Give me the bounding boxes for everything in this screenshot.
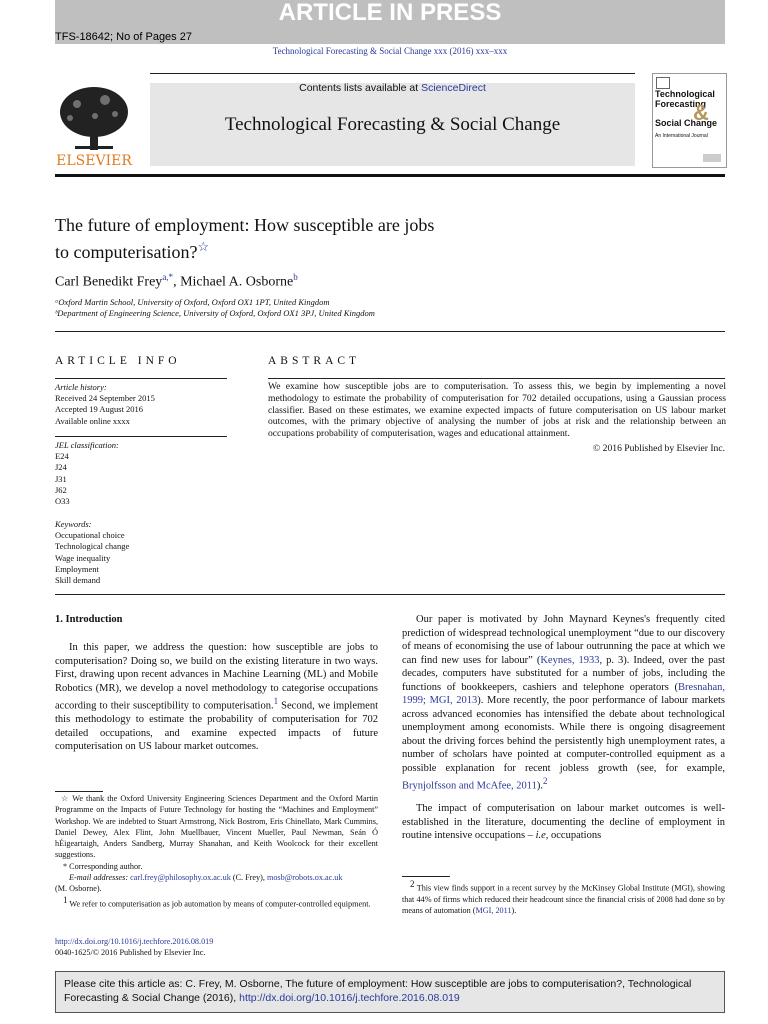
footnote-ref[interactable]: 1 [273,696,279,706]
cover-ampersand: & [693,100,709,125]
corresponding-mark: * [63,861,68,871]
history-item: Accepted 19 August 2016 [55,404,144,415]
keyword: Occupational choice [55,530,125,541]
cover-title-line: Social Change [655,118,718,128]
footnote-mark: 2 [410,879,415,889]
email-owner: (C. Frey), [230,873,267,883]
jel-code: J24 [55,462,67,473]
cover-title-line: Forecasting [655,99,707,109]
paragraph-text: i.e, [535,830,549,841]
jel-code: O33 [55,496,70,507]
footnote-corresponding: Corresponding author. [69,861,143,871]
affiliation-b: ᵇDepartment of Engineering Science, University of Oxford, Oxford OX1 3PJ, United Kingdom [55,308,375,318]
article-id: TFS-18642; No of Pages 27 [55,31,192,43]
email-label: E-mail addresses: [69,873,129,883]
footnote-1: We refer to computerisation as job automation by means of computer-controlled equipment. [69,899,371,909]
publisher-name: ELSEVIER [56,153,132,168]
email-link[interactable]: mosb@robots.ox.ac.uk [266,873,343,883]
keyword: Employment [55,563,99,574]
author-affiliation-marks[interactable]: b [293,272,298,282]
jel-code: E24 [55,451,69,462]
footnote-2 [402,879,725,917]
jel-label: JEL classification: [55,440,119,450]
contents-prefix: Contents lists available at [299,82,422,94]
cite-doi-link[interactable]: http://dx.doi.org/10.1016/j.techfore.2016.08.019 [239,992,460,1004]
paragraph-text: Second, we implement this methodology to estimate the probability of computerisation for 702 detailed occupations, and examine expected impacts of future computerisation on US labour market outcomes. [55,700,379,752]
jel-code: J62 [55,484,67,495]
footnote-acknowledgement: We thank the Oxford University Engineering Sciences Department and the Oxford Martin Programme on the Impacts of Future Technology for hosting the “Machines and Employment” Workshop. We are indebted to Stuart Armstrong, Nick Bostrom, Eris Chinellato, Mark Cummins, Daniel Dewey, Alex Flint, John Muellbauer, Vincent Mueller, Paul Newman, Seán Ó hÉigeartaigh, Anders Sandberg, Murray Shanahan, and Keith Woolcock for their excellent suggestions. [55,794,379,860]
footnote-mark: 1 [63,894,68,905]
header-thick-rule [55,174,725,177]
paragraph-text: Our paper is motivated by John Maynard Keynes's frequently cited prediction of widespread technological unemployment “due to our discovery of means of economising the use of labour outrunning the pace at which we can find new uses for labour” ( [402,614,725,666]
issn-line: 0040-1625/© 2016 Published by Elsevier Inc. [55,948,206,958]
paragraph-text: , p. 3). Indeed, over the past decades, computers have substituted for a number of jobs, including the functions of bookkeepers, cashiers and telephone operators ( [402,654,725,693]
author-name: Carl Benedikt Frey [55,274,163,290]
footnote-rule [55,791,103,792]
footnote-ref[interactable]: 2 [543,776,548,786]
footnote-text: This view finds support in a recent survey by the McKinsey Global Institute (MGI), showing that 44% of firms which reduced their headcount since the financial crisis of 2008 had done so by means of automation ( [402,883,725,916]
paragraph-text: occupations [548,830,602,841]
abstract-heading: ABSTRACT [268,355,361,367]
sciencedirect-link[interactable]: ScienceDirect [421,82,486,94]
history-item: Available online xxxx [55,415,130,426]
article-title-line: to computerisation? [55,242,198,262]
cover-mark-icon [703,154,721,162]
article-history [55,382,230,427]
jel-code: J31 [55,473,67,484]
jel-classification [55,440,230,507]
section-rule [55,331,725,332]
affiliation-a: ᵃOxford Martin School, University of Oxford, Oxford OX1 1PT, United Kingdom [55,297,330,307]
author-name: Michael A. Osborne [180,274,294,290]
info-rule [55,378,227,379]
title-footnote-star-icon[interactable]: ☆ [197,239,210,254]
info-rule [55,436,227,437]
citation-link[interactable]: Bresnahan, 1999; MGI, 2013 [402,681,725,706]
doi-link[interactable]: http://dx.doi.org/10.1016/j.techfore.2016.08.019 [55,937,214,946]
doi-block [55,936,213,959]
keyword: Wage inequality [55,552,111,563]
intro-paragraph-2 [402,613,725,793]
keywords [55,519,230,586]
author-affiliation-marks[interactable]: a,* [162,272,174,282]
citation-link[interactable]: Keynes, 1933 [540,654,600,666]
footnote-text: ). [511,906,517,916]
abstract-rule [268,378,725,379]
intro-paragraph-3 [402,802,725,843]
cite-this-article-box [55,971,725,1013]
citation-link[interactable]: MGI, 2011 [475,906,512,916]
copyright-line: © 2016 Published by Elsevier Inc. [593,443,725,454]
author-list [55,272,298,291]
journal-citation-line[interactable]: Technological Forecasting & Social Change xxx (2016) xxx–xxx [272,46,508,56]
keyword: Skill demand [55,575,101,586]
keywords-label: Keywords: [55,519,92,529]
intro-heading: 1. Introduction [55,614,123,625]
abstract-text: We examine how susceptible jobs are to computerisation. To assess this, we begin by implementing a novel methodology to estimate the probability of computerisation for 702 detailed occupations, using a Gaussian process classifier. Based on these estimates, we examine expected impacts of future computerisation on US labour market outcomes, with the primary objective of analysing the number of jobs at risk and the relationship between an occupations probability of computerisation, wages and educational attainment. [268,381,726,440]
email-link[interactable]: carl.frey@philosophy.ox.ac.uk [130,873,231,883]
paragraph-text: ). [536,780,544,792]
cite-sentence: Please cite this article as: C. Frey, M. Osborne, The future of employment: How susceptible are jobs to computerisation?, Technological Forecasting & Social Change (2016), [64,978,692,1004]
article-in-press-label: ARTICLE IN PRESS [278,0,502,26]
section-rule [55,594,725,595]
article-title [55,214,525,263]
history-label: Article history: [55,382,107,392]
cover-subtitle: An International Journal [655,133,708,139]
header-rule [150,73,635,74]
journal-title: Technological Forecasting & Social Change [224,114,561,135]
email-owner: (M. Osborne). [55,884,102,894]
intro-paragraph-1 [55,641,378,754]
article-info-heading: ARTICLE INFO [55,355,181,367]
paragraph-text: The impact of computerisation on labour market outcomes is well-established in the literature, documenting the decline of employment in routine intensive occupations – [402,803,725,841]
footnotes-left [55,793,378,910]
journal-cover-image [652,73,727,168]
cover-title-line: Technological [655,89,715,99]
contents-available-line [150,82,635,94]
cite-text [64,977,719,1005]
paragraph-text: ). More recently, the poor performance of labour markets across advanced economies has intensified the debate about technological unemployment among economists. While there is ongoing disagreement about the driving forces behind the persistently high unemployment rates, a number of scholars have pointed at computer-controlled equipment as a possible explanation for recent jobless growth (see, for example, [402,695,725,774]
star-footnote-icon: ☆ [61,794,70,803]
paragraph-text: In this paper, we address the question: how susceptible are jobs to computerisation? Doing so, we build on the existing literature in two ways. First, drawing upon recent advances in Machine Learning (ML) and Mobile Robotics (MR), we develop a novel methodology to categorise occupations according to their susceptibility to computerisation. [55,642,378,712]
elsevier-tree-icon [55,84,133,168]
keyword: Technological change [55,541,130,552]
history-item: Received 24 September 2015 [55,393,155,404]
citation-link[interactable]: Brynjolfsson and McAfee, 2011 [402,780,537,792]
cover-logo-icon [656,77,670,89]
author-separator: , [173,274,181,290]
article-title-line: The future of employment: How susceptible are jobs [55,215,435,235]
footnote-rule [402,876,450,877]
